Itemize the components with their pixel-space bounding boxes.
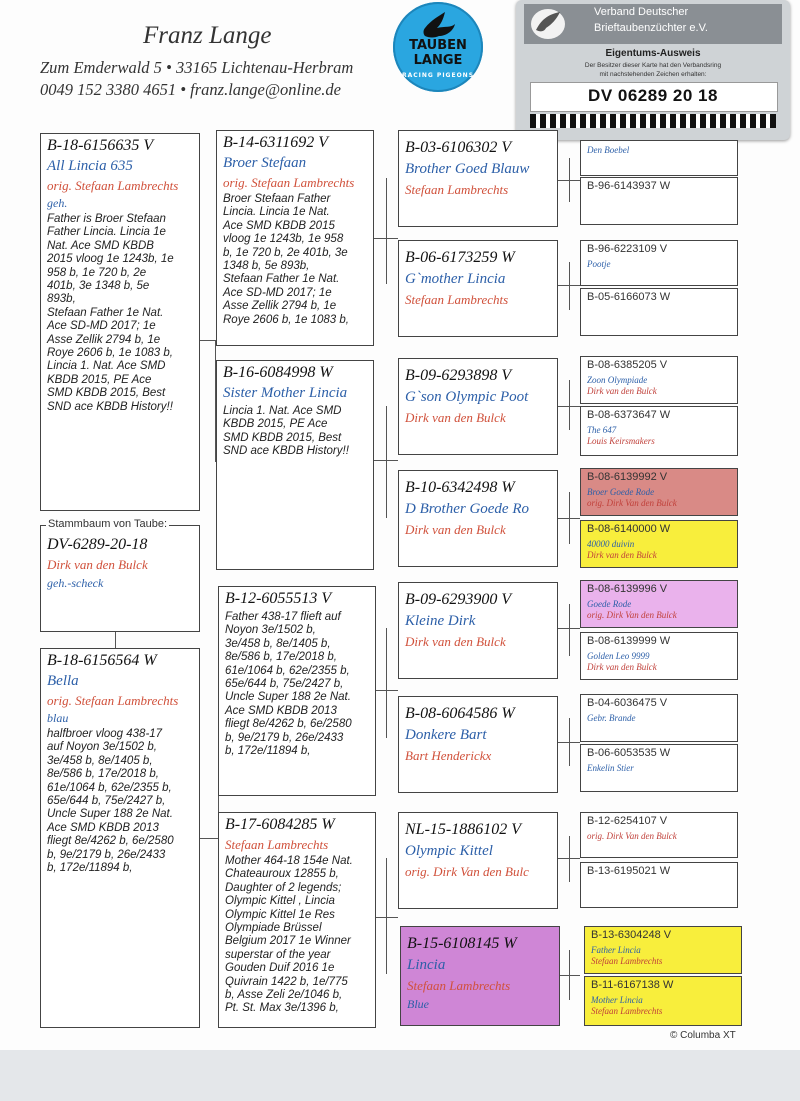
gen3-name: Lincia bbox=[407, 957, 446, 973]
gen2-box bbox=[218, 812, 376, 1028]
gen3-box-highlight bbox=[400, 926, 560, 1026]
gen2-ring: B-17-6084285 W bbox=[225, 816, 335, 833]
gen4-name: Pootje bbox=[587, 259, 611, 269]
gen4-box-highlight bbox=[580, 468, 738, 516]
gen4-box bbox=[580, 812, 738, 858]
gen3-name: Olympic Kittel bbox=[405, 843, 493, 859]
gen3-breeder: Dirk van den Bulck bbox=[405, 634, 506, 649]
ownership-card bbox=[516, 0, 790, 140]
gen4-name: Golden Leo 9999 bbox=[587, 651, 650, 661]
gen4-ring: B-11-6167138 W bbox=[591, 979, 674, 991]
gen3-ring: B-15-6108145 W bbox=[407, 935, 517, 952]
subject-box bbox=[40, 525, 200, 632]
gen3-name: Brother Goed Blauw bbox=[405, 161, 530, 177]
dam-ring: B-18-6156564 W bbox=[47, 652, 157, 669]
connector bbox=[376, 917, 398, 918]
connector bbox=[569, 158, 570, 202]
sire-color: geh. bbox=[47, 196, 68, 210]
gen2-notes: Lincia 1. Nat. Ace SMD KBDB 2015, PE Ace SMD KBDB 2015, Best SND ace KBDB History!! bbox=[223, 405, 349, 458]
gen4-box-highlight bbox=[584, 926, 742, 974]
gen4-box-highlight bbox=[580, 580, 738, 628]
connector bbox=[569, 262, 570, 310]
gen3-name: D Brother Goede Ro bbox=[405, 501, 529, 517]
card-title: Eigentums-Ausweis bbox=[605, 48, 701, 59]
connector bbox=[386, 178, 387, 284]
gen3-box bbox=[398, 130, 558, 227]
gen4-breeder: Dirk van den Bulck bbox=[587, 550, 657, 560]
gen4-ring: B-12-6254107 V bbox=[587, 815, 668, 827]
gen4-name: Gebr. Brande bbox=[587, 713, 636, 723]
gen3-box bbox=[398, 240, 558, 337]
gen2-ring: B-12-6055513 V bbox=[225, 590, 332, 607]
subject-breeder: Dirk van den Bulck bbox=[47, 557, 148, 572]
card-org1: Verband Deutscher bbox=[594, 6, 689, 18]
gen4-ring: B-96-6143937 W bbox=[587, 180, 671, 192]
gen4-ring: B-05-6166073 W bbox=[587, 291, 671, 303]
sire-breeder: orig. Stefaan Lambrechts bbox=[47, 178, 179, 193]
tauben-lange-logo bbox=[393, 2, 483, 92]
gen4-box bbox=[580, 744, 738, 792]
gen4-ring: B-08-6385205 V bbox=[587, 359, 668, 371]
connector bbox=[376, 690, 398, 691]
owner-name: Franz Lange bbox=[143, 22, 272, 49]
gen4-box bbox=[580, 177, 738, 225]
gen2-name: Sister Mother Lincia bbox=[223, 385, 348, 401]
gen3-ring: B-09-6293900 V bbox=[405, 591, 512, 608]
subject-label: Stammbaum von Taube: bbox=[48, 518, 168, 530]
sire-name: All Lincia 635 bbox=[47, 158, 133, 174]
gen3-ring: B-06-6173259 W bbox=[405, 249, 515, 266]
gen4-breeder: Louis Keirsmakers bbox=[587, 436, 655, 446]
gen3-breeder: Dirk van den Bulck bbox=[405, 522, 506, 537]
gen3-box bbox=[398, 582, 558, 679]
gen3-box bbox=[398, 696, 558, 793]
gen4-name: Broer Goede Rode bbox=[587, 487, 655, 497]
gen3-ring: B-08-6064586 W bbox=[405, 705, 515, 722]
gen4-breeder: Stefaan Lambrechts bbox=[591, 956, 663, 966]
gen3-breeder: Stefaan Lambrechts bbox=[407, 978, 511, 993]
gen3-breeder: Dirk van den Bulck bbox=[405, 410, 506, 425]
sire-ring: B-18-6156635 V bbox=[47, 137, 154, 154]
owner-contact: 0049 152 3380 4651 • franz.lange@online.de bbox=[40, 80, 341, 99]
connector bbox=[386, 858, 387, 974]
dam-name: Bella bbox=[47, 673, 79, 689]
gen4-breeder: orig. Dirk Van den Bulck bbox=[587, 610, 677, 620]
gen4-ring: B-96-6223109 V bbox=[587, 243, 668, 255]
gen2-breeder: orig. Stefaan Lambrechts bbox=[223, 175, 355, 190]
gen3-name: Donkere Bart bbox=[405, 727, 487, 743]
gen4-name: 40000 duivin bbox=[587, 539, 635, 549]
connector bbox=[569, 950, 570, 1000]
gen4-name: Enkelin Stier bbox=[587, 763, 634, 773]
gen4-ring: B-08-6140000 W bbox=[587, 523, 671, 535]
card-pattern-strip bbox=[530, 114, 776, 128]
gen4-name: Father Lincia bbox=[591, 945, 641, 955]
gen3-box bbox=[398, 358, 558, 455]
gen2-name: Broer Stefaan bbox=[223, 155, 307, 171]
gen2-breeder: Stefaan Lambrechts bbox=[225, 837, 329, 852]
gen2-box bbox=[216, 130, 374, 346]
gen4-name: Goede Rode bbox=[587, 599, 632, 609]
connector bbox=[386, 628, 387, 738]
gen4-name: Mother Lincia bbox=[591, 995, 643, 1005]
gen3-color: Blue bbox=[407, 997, 429, 1011]
gen4-ring: B-08-6373647 W bbox=[587, 409, 671, 421]
gen3-name: G`mother Lincia bbox=[405, 271, 506, 287]
gen3-box bbox=[398, 470, 558, 567]
sire-notes: Father is Broer Stefaan Father Lincia. Lincia 1e Nat. Ace SMD KBDB 2015 vloog 1e 1243b, 1e 958 b, 1e 720 b, 2e 401b, 3e 1348 b, 5e 893b, Stefaan Father 1e Nat. Ace SD-MD 2017; 1e Asse Zellik 2794 b, 1e Roye 2606 b, 1e 1083 b, Lincia 1. Nat. Ace SMD KBDB 2015, PE Ace SMD KBDB 2015, Best SND ace KBDB History!! bbox=[47, 213, 174, 413]
gen4-name: Den Boebel bbox=[587, 145, 630, 155]
logo-line2: LANGE bbox=[413, 53, 463, 68]
gen4-box bbox=[580, 694, 738, 742]
gen4-breeder: Dirk van den Bulck bbox=[587, 386, 657, 396]
owner-address: Zum Emderwald 5 • 33165 Lichtenau-Herbram bbox=[40, 58, 354, 77]
gen3-breeder: Stefaan Lambrechts bbox=[405, 292, 509, 307]
gen3-ring: NL-15-1886102 V bbox=[405, 821, 521, 838]
connector bbox=[569, 492, 570, 544]
gen4-box-highlight bbox=[580, 520, 738, 568]
connector bbox=[200, 838, 218, 839]
gen3-ring: B-09-6293898 V bbox=[405, 367, 512, 384]
gen4-ring: B-13-6195021 W bbox=[587, 865, 671, 877]
gen4-box bbox=[580, 862, 738, 908]
dam-notes: halfbroer vloog 438-17 auf Noyon 3e/1502 b, 3e/458 b, 8e/1405 b, 8e/586 b, 17e/2018 b, 61e/1064 b, 62e/2355 b, 65e/644 b, 75e/2427 b, Uncle Super 188 2e Nat. Ace SMD KBDB 2013 fliegt 8e/4262 b, 6e/2580 b, 9e/2179 b, 26e/2433 b, 172e/11894 b, bbox=[47, 728, 174, 875]
dam-box bbox=[40, 648, 200, 1028]
gen2-box bbox=[216, 360, 374, 570]
gen3-box bbox=[398, 812, 558, 909]
connector bbox=[386, 406, 387, 518]
sire-box bbox=[40, 133, 200, 511]
logo-line1: TAUBEN bbox=[409, 38, 467, 53]
card-subtitle1: Der Besitzer dieser Karte hat den Verbandsring bbox=[584, 62, 722, 69]
gen2-box bbox=[218, 586, 376, 796]
card-org2: Brieftaubenzüchter e.V. bbox=[594, 22, 708, 34]
gen3-name: Kleine Dirk bbox=[405, 613, 476, 629]
gen4-breeder: Dirk van den Bulck bbox=[587, 662, 657, 672]
connector bbox=[569, 604, 570, 656]
gen2-notes: Father 438-17 flieft auf Noyon 3e/1502 b, 3e/458 b, 8e/1405 b, 8e/586 b, 17e/2018 b, 61e/1064 b, 62e/2355 b, 65e/644 b, 75e/2427 b, Uncle Super 188 2e Nat. Ace SMD KBDB 2013 fliegt 8e/4262 b, 6e/2580 b, 9e/2179 b, 26e/2433 b, 172e/11894 b, bbox=[225, 611, 352, 758]
gen2-notes: Mother 464-18 154e Nat. Chateauroux 12855 b, Daughter of 2 legends; Olympic Kittel , Lincia Olympic Kittel 1e Res Olympiade Brüssel Belgium 2017 1e Winner superstar of the year Gouden Duif 2016 1e Quivrain 1422 b, 1e/775 b, Asse Zeli 2e/1046 b, Pt. St. Max 3e/1396 b, bbox=[225, 855, 353, 1015]
connector bbox=[569, 836, 570, 882]
connector bbox=[200, 340, 215, 341]
gen4-box bbox=[580, 288, 738, 336]
subject-ring: DV-6289-20-18 bbox=[47, 536, 148, 553]
gen4-ring: B-08-6139999 W bbox=[587, 635, 671, 647]
gen4-ring: B-13-6304248 V bbox=[591, 929, 672, 941]
card-ring: DV 06289 20 18 bbox=[588, 86, 718, 105]
gen4-breeder: Stefaan Lambrechts bbox=[591, 1006, 663, 1016]
gen4-box bbox=[580, 406, 738, 456]
gen4-ring: B-08-6139992 V bbox=[587, 471, 668, 483]
connector bbox=[569, 718, 570, 766]
gen4-ring: B-08-6139996 V bbox=[587, 583, 668, 595]
card-subtitle2: mit nachstehenden Zeichen erhalten: bbox=[599, 71, 707, 78]
connector bbox=[115, 632, 116, 648]
gen4-name: orig. Dirk Van den Bulck bbox=[587, 831, 677, 841]
logo-ring-text: RACING PIGEONS bbox=[401, 72, 475, 79]
gen3-ring: B-10-6342498 W bbox=[405, 479, 515, 496]
footer-credit: © Columba XT bbox=[670, 1030, 736, 1041]
subject-color: geh.-scheck bbox=[47, 576, 104, 590]
gen4-box bbox=[580, 140, 738, 176]
gen2-ring: B-16-6084998 W bbox=[223, 364, 333, 381]
gen4-box bbox=[580, 356, 738, 404]
connector bbox=[569, 380, 570, 430]
dam-color: blau bbox=[47, 711, 69, 725]
gen4-box bbox=[580, 240, 738, 286]
gen4-name: Zoon Olympiade bbox=[587, 375, 648, 385]
gen2-ring: B-14-6311692 V bbox=[223, 134, 329, 151]
gen4-ring: B-04-6036475 V bbox=[587, 697, 668, 709]
gen3-ring: B-03-6106302 V bbox=[405, 139, 512, 156]
gen4-box-highlight bbox=[584, 976, 742, 1026]
gen4-box bbox=[580, 632, 738, 680]
gen2-notes: Broer Stefaan Father Lincia. Lincia 1e Nat. Ace SMD KBDB 2015 vloog 1e 1243b, 1e 958 b, 1e 720 b, 2e 401b, 3e 1348 b, 5e 893b, Stefaan Father 1e Nat. Ace SD-MD 2017; 1e Asse Zellik 2794 b, 1e Roye 2606 b, 1e 1083 b, bbox=[223, 193, 349, 326]
gen3-breeder: Bart Henderickx bbox=[405, 748, 492, 763]
gen3-breeder: orig. Dirk Van den Bulc bbox=[405, 864, 529, 879]
gen4-name: The 647 bbox=[587, 425, 617, 435]
scan-edge bbox=[0, 1050, 800, 1101]
gen4-breeder: orig. Dirk Van den Bulck bbox=[587, 498, 677, 508]
bird-emblem-icon bbox=[528, 6, 568, 42]
gen4-ring: B-06-6053535 W bbox=[587, 747, 671, 759]
dam-breeder: orig. Stefaan Lambrechts bbox=[47, 693, 179, 708]
gen3-breeder: Stefaan Lambrechts bbox=[405, 182, 509, 197]
gen3-name: G`son Olympic Poot bbox=[405, 389, 529, 405]
